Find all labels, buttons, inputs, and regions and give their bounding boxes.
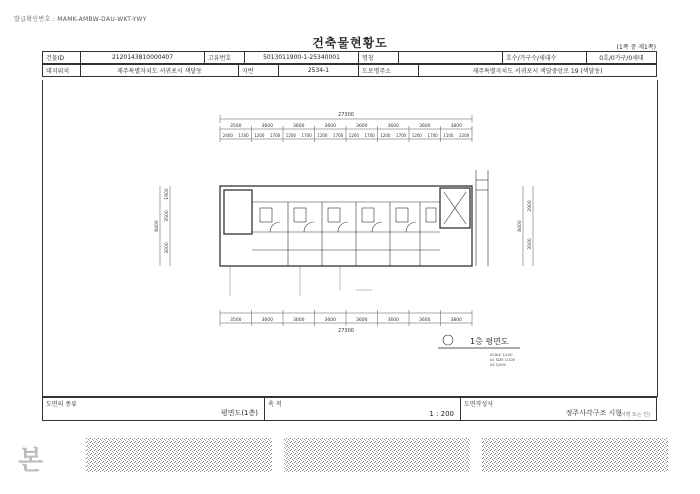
site-location-value: 제주특별자치도 서귀포시 색달동 <box>81 65 239 77</box>
bottom-dim-label: 3600 <box>419 318 431 323</box>
watermark: 본 <box>18 446 44 476</box>
left-dim-label: 1900 <box>165 188 170 200</box>
floor-plan-drawing <box>120 100 560 390</box>
bottom-dim-label: 3800 <box>450 318 462 323</box>
security-pattern-block-2 <box>284 438 470 472</box>
author-value: 정주사각구조 시현 <box>565 409 622 417</box>
drawing-type-value: 평면도(1층) <box>221 409 258 417</box>
units-label: 호수/가구수/세대수 <box>503 52 587 64</box>
info-row-2 <box>42 64 657 77</box>
top-subdim-label: 1200 <box>380 133 391 138</box>
info-row-1 <box>42 51 657 64</box>
top-subdim-label: 1700 <box>427 133 438 138</box>
top-subdim-label: 1200 <box>254 133 265 138</box>
issue-number: 발급확인번호 : MAMK-AMBW-DAU-WKT-YWY <box>14 16 147 23</box>
unique-number-value: 5013011900-1-25340001 <box>245 52 359 64</box>
left-total-dim: 8400 <box>155 220 160 232</box>
scale-note-2: A1 SIZE 1/100 <box>490 358 515 362</box>
security-pattern-block-1 <box>86 438 272 472</box>
top-subdim-label: 2200 <box>459 133 470 138</box>
building-id-value: 2120143810000407 <box>81 52 205 64</box>
bottom-dim-label: 3600 <box>356 318 368 323</box>
top-subdim-label: 1700 <box>364 133 375 138</box>
scale-note-1: SCALE 1/100 <box>490 353 513 357</box>
right-total-dim: 8400 <box>518 220 523 232</box>
total-dim-bottom: 27300 <box>338 328 354 334</box>
top-subdim-label: 2400 <box>222 133 233 138</box>
top-subdim-label: 1100 <box>238 133 249 138</box>
site-location-label: 대지위치 <box>43 65 81 77</box>
top-dim-label: 3600 <box>356 124 368 129</box>
top-subdim-label: 1100 <box>443 133 454 138</box>
top-dim-label: 3600 <box>261 124 273 129</box>
road-address-value: 제주특별자치도 서귀포시 색달중앙로 19 (색달동) <box>419 65 657 77</box>
top-subdim-label: 1700 <box>270 133 281 138</box>
bottom-dim-label: 3600 <box>293 318 305 323</box>
name-value <box>399 52 503 64</box>
document-title: 건축물현황도 <box>312 36 388 50</box>
scale-value: 1 : 200 <box>429 410 454 418</box>
top-dim-label: 3500 <box>230 124 242 129</box>
author-label: 도면작성자 <box>464 401 493 408</box>
left-dim-label: 3000 <box>165 242 170 254</box>
right-dim-label: 3500 <box>528 238 533 250</box>
page-count: (1쪽 중 제1쪽) <box>616 44 656 51</box>
left-dim-label: 3500 <box>165 210 170 222</box>
top-dim-label: 3800 <box>450 124 462 129</box>
top-dim-label: 3600 <box>387 124 399 129</box>
lot-number-value: 2534-1 <box>279 65 359 77</box>
bottom-dim-label: 3600 <box>324 318 336 323</box>
units-value: 0호/0가구/0세대 <box>587 52 657 64</box>
scale-label: 축 적 <box>268 401 282 408</box>
bottom-dim-label: 3600 <box>387 318 399 323</box>
scale-note-3: A3 1/200 <box>490 363 506 367</box>
security-pattern-block-3 <box>482 438 668 472</box>
drawing-type-label: 도면의 종류 <box>46 401 77 408</box>
unique-number-label: 고유번호 <box>205 52 245 64</box>
road-address-label: 도로명주소 <box>359 65 419 77</box>
top-dim-label: 3600 <box>419 124 431 129</box>
top-subdim-label: 1700 <box>333 133 344 138</box>
drawing-type-cell <box>43 398 265 421</box>
top-dim-label: 3600 <box>293 124 305 129</box>
author-note: (서명 또는 인) <box>618 412 650 418</box>
lot-number-label: 지번 <box>239 65 279 77</box>
top-subdim-label: 1700 <box>396 133 407 138</box>
total-dim-top: 27300 <box>338 112 354 118</box>
scale-cell <box>265 398 461 421</box>
top-subdim-label: 1200 <box>411 133 422 138</box>
author-cell <box>461 398 657 421</box>
building-id-label: 건물ID <box>43 52 81 64</box>
top-subdim-label: 1200 <box>317 133 328 138</box>
bottom-dim-label: 3600 <box>261 318 273 323</box>
right-dim-label: 2900 <box>528 200 533 212</box>
top-dim-label: 3600 <box>324 124 336 129</box>
bottom-dim-label: 3500 <box>230 318 242 323</box>
top-subdim-label: 1200 <box>285 133 296 138</box>
plan-title: 1층 평면도 <box>470 337 509 346</box>
top-subdim-label: 1200 <box>348 133 359 138</box>
security-pattern <box>86 434 676 474</box>
drawing-footer <box>42 397 657 421</box>
top-subdim-label: 1700 <box>301 133 312 138</box>
name-label: 명칭 <box>359 52 399 64</box>
